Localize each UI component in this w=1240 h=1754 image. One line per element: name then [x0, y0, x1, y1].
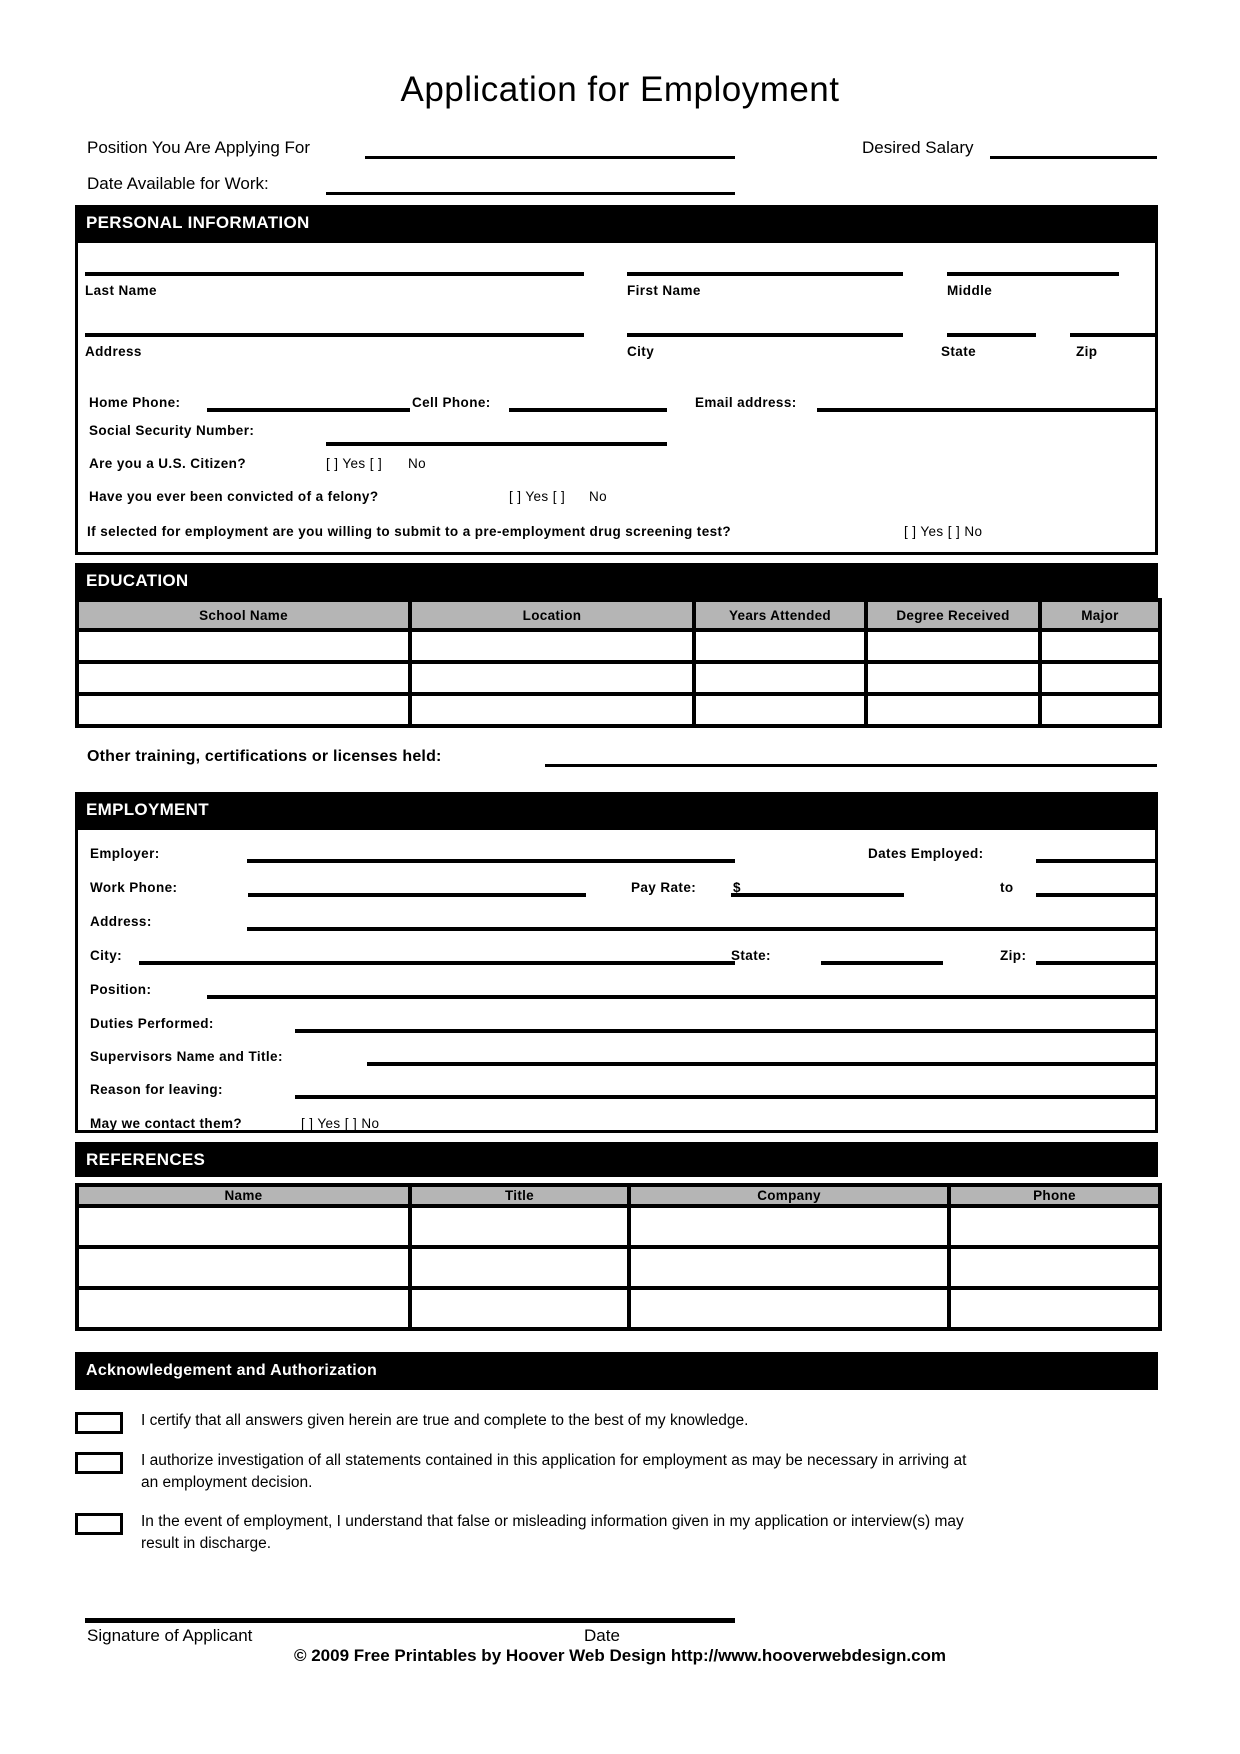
section-bar-education — [75, 563, 1158, 598]
references-cell[interactable] — [410, 1247, 629, 1288]
acknowledgement-title: Acknowledgement and Authorization — [86, 1362, 378, 1379]
other-training-input-line[interactable] — [545, 764, 1157, 767]
employer-input-line[interactable] — [247, 859, 735, 863]
certify-checkbox[interactable] — [75, 1412, 123, 1434]
felony-no-label[interactable]: No — [589, 489, 608, 504]
dates-employed-from-input-line[interactable] — [1036, 859, 1155, 863]
dates-employed-to-input-line[interactable] — [1036, 893, 1155, 897]
signature-label: Signature of Applicant — [87, 1626, 253, 1645]
education-col-school-name: School Name — [77, 600, 410, 630]
state-label: State — [941, 344, 977, 359]
city-label: City — [627, 344, 655, 359]
employer-state-input-line[interactable] — [821, 961, 943, 965]
supervisor-input-line[interactable] — [367, 1062, 1155, 1066]
references-row — [77, 1206, 1160, 1247]
date-available-input-line[interactable] — [326, 192, 735, 195]
zip-input-line[interactable] — [1070, 333, 1155, 337]
education-header-row — [77, 600, 1160, 630]
employer-address-input-line[interactable] — [247, 927, 1155, 931]
state-input-line[interactable] — [947, 333, 1036, 337]
email-input-line[interactable] — [817, 408, 1155, 412]
citizen-question-label: Are you a U.S. Citizen? — [89, 456, 246, 471]
references-cell[interactable] — [410, 1206, 629, 1247]
authorize-checkbox[interactable] — [75, 1452, 123, 1474]
felony-yes-no-checkboxes[interactable]: [ ] Yes [ ] — [509, 489, 566, 504]
references-col-name: Name — [77, 1185, 410, 1206]
address-label: Address — [85, 344, 142, 359]
employer-city-input-line[interactable] — [139, 961, 735, 965]
education-col-major: Major — [1040, 600, 1160, 630]
section-bar-personal-information — [75, 205, 1158, 240]
dates-employed-to-label: to — [1000, 880, 1014, 895]
education-cell[interactable] — [1040, 630, 1160, 662]
citizen-yes-no-checkboxes[interactable]: [ ] Yes [ ] — [326, 456, 383, 471]
certify-statement — [141, 1410, 1046, 1432]
section-bar-employment — [75, 792, 1158, 827]
references-col-phone: Phone — [949, 1185, 1160, 1206]
discharge-checkbox[interactable] — [75, 1513, 123, 1535]
home-phone-label: Home Phone: — [89, 395, 181, 410]
references-col-title: Title — [410, 1185, 629, 1206]
ssn-input-line[interactable] — [326, 442, 667, 446]
citizen-no-label[interactable]: No — [408, 456, 427, 471]
work-phone-label: Work Phone: — [90, 880, 178, 895]
position-applying-label: Position You Are Applying For — [87, 138, 311, 157]
education-cell[interactable] — [694, 694, 866, 726]
cell-phone-label: Cell Phone: — [412, 395, 491, 410]
education-cell[interactable] — [1040, 694, 1160, 726]
position-held-input-line[interactable] — [207, 995, 1155, 999]
authorize-statement — [141, 1450, 1046, 1494]
employer-city-label: City: — [90, 948, 122, 963]
reason-for-leaving-label: Reason for leaving: — [90, 1082, 223, 1097]
references-cell[interactable] — [949, 1288, 1160, 1329]
education-cell[interactable] — [1040, 662, 1160, 694]
employment-box — [75, 827, 1158, 1133]
references-header-row — [77, 1185, 1160, 1206]
work-phone-input-line[interactable] — [248, 893, 586, 897]
section-bar-references — [75, 1142, 1158, 1177]
cell-phone-input-line[interactable] — [509, 408, 667, 412]
discharge-statement — [141, 1511, 1046, 1555]
education-cell[interactable] — [694, 630, 866, 662]
education-col-degree-received: Degree Received — [866, 600, 1040, 630]
education-cell[interactable] — [866, 662, 1040, 694]
references-title: REFERENCES — [86, 1149, 206, 1169]
references-cell[interactable] — [77, 1247, 410, 1288]
pay-rate-input-line[interactable] — [731, 893, 904, 897]
duties-performed-label: Duties Performed: — [90, 1016, 214, 1031]
employer-zip-label: Zip: — [1000, 948, 1027, 963]
statement-line: In the event of employment, I understand that false or misleading information given in my application or interview(s) may — [141, 1513, 964, 1530]
last-name-input-line[interactable] — [85, 272, 584, 276]
copyright-footer: © 2009 Free Printables by Hoover Web Design http://www.hooverwebdesign.com — [293, 1646, 947, 1665]
ssn-label: Social Security Number: — [89, 423, 255, 438]
references-cell[interactable] — [77, 1288, 410, 1329]
desired-salary-label: Desired Salary — [862, 138, 974, 157]
employer-zip-input-line[interactable] — [1036, 961, 1155, 965]
education-table — [75, 598, 1162, 728]
pay-rate-dollar-sign: $ — [733, 880, 741, 895]
employer-address-label: Address: — [90, 914, 152, 929]
email-label: Email address: — [695, 395, 797, 410]
personal-information-title: PERSONAL INFORMATION — [86, 212, 310, 232]
education-row — [77, 694, 1160, 726]
education-cell[interactable] — [77, 694, 410, 726]
drug-test-question-label: If selected for employment are you willing to submit to a pre-employment drug screening test? — [87, 524, 732, 539]
references-cell[interactable] — [629, 1288, 949, 1329]
may-we-contact-yes-no-checkboxes[interactable]: [ ] Yes [ ] No — [301, 1116, 380, 1131]
education-cell[interactable] — [410, 630, 694, 662]
education-cell[interactable] — [866, 630, 1040, 662]
first-name-input-line[interactable] — [627, 272, 903, 276]
may-we-contact-label: May we contact them? — [90, 1116, 243, 1131]
reason-for-leaving-input-line[interactable] — [295, 1095, 1155, 1099]
desired-salary-input-line[interactable] — [990, 156, 1157, 159]
education-title: EDUCATION — [86, 570, 189, 590]
home-phone-input-line[interactable] — [207, 408, 410, 412]
city-input-line[interactable] — [627, 333, 903, 337]
middle-name-label: Middle — [947, 283, 993, 298]
duties-performed-input-line[interactable] — [295, 1029, 1155, 1033]
middle-name-input-line[interactable] — [947, 272, 1119, 276]
supervisor-label: Supervisors Name and Title: — [90, 1049, 283, 1064]
references-cell[interactable] — [629, 1206, 949, 1247]
date-available-label: Date Available for Work: — [87, 174, 269, 193]
education-cell[interactable] — [866, 694, 1040, 726]
zip-label: Zip — [1076, 344, 1098, 359]
personal-information-box — [75, 240, 1158, 555]
pay-rate-label: Pay Rate: — [631, 880, 697, 895]
date-label: Date — [584, 1626, 620, 1645]
other-training-label: Other training, certifications or licenses held: — [87, 748, 442, 765]
education-cell[interactable] — [77, 662, 410, 694]
education-cell[interactable] — [410, 694, 694, 726]
references-cell[interactable] — [629, 1247, 949, 1288]
statement-line: I certify that all answers given herein are true and complete to the best of my knowledge. — [141, 1412, 749, 1429]
references-row — [77, 1288, 1160, 1329]
first-name-label: First Name — [627, 283, 701, 298]
last-name-label: Last Name — [85, 283, 157, 298]
dates-employed-label: Dates Employed: — [868, 846, 984, 861]
education-row — [77, 630, 1160, 662]
felony-question-label: Have you ever been convicted of a felony? — [89, 489, 379, 504]
statement-line: I authorize investigation of all statements contained in this application for employment as may be necessary in arriving at — [141, 1452, 967, 1469]
page-title: Application for Employment — [400, 70, 840, 109]
references-col-company: Company — [629, 1185, 949, 1206]
references-table — [75, 1183, 1162, 1331]
employer-label: Employer: — [90, 846, 160, 861]
education-col-years-attended: Years Attended — [694, 600, 866, 630]
employer-state-label: State: — [731, 948, 771, 963]
references-cell[interactable] — [949, 1247, 1160, 1288]
statement-line: result in discharge. — [141, 1535, 272, 1552]
section-bar-acknowledgement — [75, 1352, 1158, 1390]
references-cell[interactable] — [410, 1288, 629, 1329]
address-input-line[interactable] — [85, 333, 584, 337]
signature-input-line[interactable] — [85, 1618, 735, 1623]
education-row — [77, 662, 1160, 694]
references-row — [77, 1247, 1160, 1288]
education-cell[interactable] — [694, 662, 866, 694]
employment-title: EMPLOYMENT — [86, 799, 209, 819]
position-held-label: Position: — [90, 982, 152, 997]
education-col-location: Location — [410, 600, 694, 630]
position-applying-input-line[interactable] — [365, 156, 735, 159]
references-cell[interactable] — [949, 1206, 1160, 1247]
references-cell[interactable] — [77, 1206, 410, 1247]
education-cell[interactable] — [410, 662, 694, 694]
education-cell[interactable] — [77, 630, 410, 662]
statement-line: an employment decision. — [141, 1474, 313, 1491]
drug-test-yes-no-checkboxes[interactable]: [ ] Yes [ ] No — [904, 524, 983, 539]
